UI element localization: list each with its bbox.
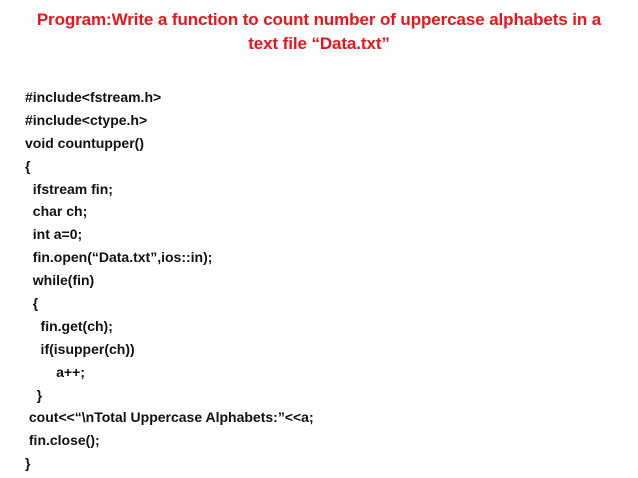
slide-title-line-1: Program:Write a function to count number of uppercase alphabets in a [36, 10, 602, 29]
code-line: fin.get(ch); [25, 317, 113, 334]
code-line: fin.open(“Data.txt”,ios::in); [25, 249, 213, 266]
code-line: #include<ctype.h> [25, 111, 148, 128]
code-line: a++; [25, 363, 85, 380]
code-line: #include<fstream.h> [25, 89, 162, 105]
code-line: if(isupper(ch)) [25, 340, 135, 357]
code-line: } [25, 455, 31, 472]
code-line: int a=0; [25, 226, 83, 243]
slide-title-line-2: text file “Data.txt” [248, 34, 390, 53]
slide-title [6, 8, 632, 56]
code-line: ifstream fin; [25, 180, 113, 197]
code-line: while(fin) [25, 272, 95, 289]
code-line: { [25, 295, 39, 312]
code-line: void countupper() [25, 134, 144, 151]
code-line: fin.close(); [25, 432, 100, 449]
code-listing [25, 86, 314, 475]
code-line: } [25, 386, 43, 403]
code-line: { [25, 157, 31, 174]
code-line: char ch; [25, 203, 88, 220]
code-line: cout<<“\nTotal Uppercase Alphabets:”<<a; [25, 409, 314, 426]
